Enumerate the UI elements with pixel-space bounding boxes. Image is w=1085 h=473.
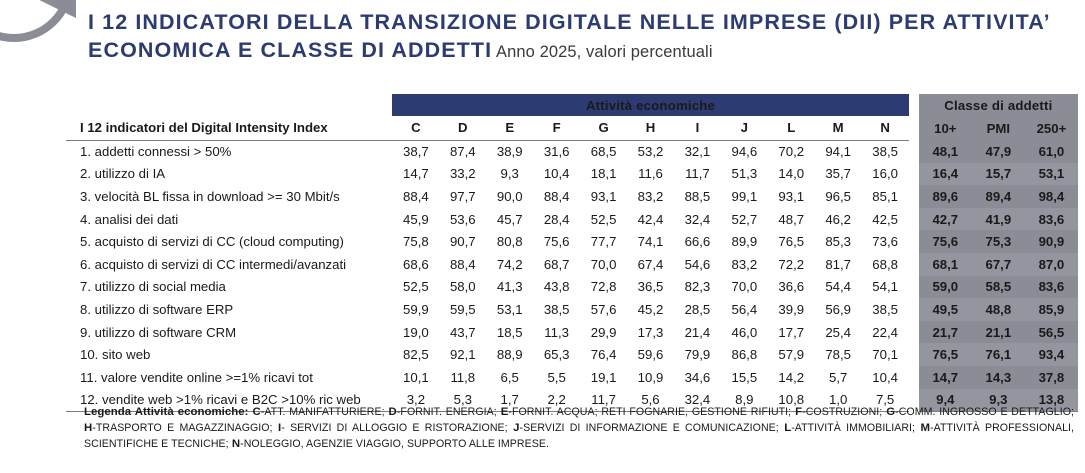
cell-gap (909, 140, 919, 163)
cell-activity-h: 45,2 (637, 301, 664, 317)
cell-activity-l: 93,1 (778, 188, 805, 204)
cell-activity-i: 79,9 (684, 347, 711, 363)
column-header-employees-pmi: PMI (972, 116, 1025, 140)
cell-activity-g: 70,0 (590, 256, 617, 272)
legend-title: Legenda Attività economiche: (84, 406, 249, 418)
cell-activity-m: 85,3 (825, 234, 852, 250)
dii-table-container (66, 94, 1078, 412)
cell-activity-n: 54,1 (872, 279, 898, 295)
legend-code: J (507, 422, 520, 435)
cell-activity-e: 88,9 (496, 347, 523, 363)
cell-activity-m: 1,0 (815, 389, 862, 412)
row-label: 8. utilizzo di software ERP (80, 301, 234, 317)
page-title (88, 8, 1068, 65)
cell-activity-f: 68,7 (543, 256, 570, 272)
cell-activity-d: 33,2 (449, 166, 476, 182)
cell-activity-h: 83,2 (637, 188, 664, 204)
cell-activity-g: 11,7 (580, 389, 627, 412)
column-header-activity-l: L (768, 116, 815, 140)
table-row (66, 230, 1078, 253)
cell-activity-h: 10,9 (637, 369, 664, 385)
cell-activity-c: 10,1 (403, 369, 429, 385)
cell-activity-f: 31,6 (543, 144, 570, 160)
column-header-activity-e: E (486, 116, 533, 140)
cell-activity-j: 94,6 (731, 144, 758, 160)
table-row (66, 208, 1078, 231)
cell-activity-l: 10,8 (768, 389, 815, 412)
cell-activity-h: 11,6 (638, 166, 663, 182)
cell-activity-n: 10,4 (872, 369, 898, 385)
cell-activity-i: 82,3 (684, 279, 711, 295)
cell-gap (909, 253, 919, 276)
cell-employees-pmi: 58,5 (972, 276, 1025, 299)
row-label: 5. acquisto di servizi di CC (cloud computing) (80, 234, 344, 250)
cell-activity-d: 5,3 (439, 389, 486, 412)
cell-activity-l: 76,5 (778, 234, 805, 250)
cell-activity-d: 90,7 (449, 234, 476, 250)
cell-gap (909, 321, 919, 344)
cell-activity-c: 68,6 (403, 256, 429, 272)
cell-activity-d: 92,1 (449, 347, 476, 363)
cell-activity-i: 21,4 (684, 324, 711, 340)
cell-activity-m: 96,5 (825, 188, 852, 204)
cell-activity-h: 17,3 (637, 324, 664, 340)
cell-activity-e: 6,5 (500, 369, 519, 385)
table-row (66, 185, 1078, 208)
column-header-gap (909, 116, 919, 140)
cell-activity-g: 93,1 (590, 188, 617, 204)
cell-activity-e: 53,1 (496, 301, 523, 317)
row-label: 2. utilizzo di IA (80, 166, 166, 182)
row-label: 3. velocità BL fissa in download >= 30 Mbit/s (80, 188, 340, 204)
column-header-activity-h: H (627, 116, 674, 140)
cell-activity-j: 46,0 (731, 324, 758, 340)
legend-text: -COSTRUZIONI; (802, 406, 883, 418)
cell-activity-c: 19,0 (403, 324, 429, 340)
cell-employees-250: 93,4 (1025, 343, 1078, 366)
cell-activity-c: 45,9 (403, 211, 429, 227)
column-header-activity-m: M (815, 116, 862, 140)
legend-text: -ATT. MANIFATTURIERE; (260, 406, 385, 418)
legend-text: -ATTIVITÀ PROFESSIONALI, SCIENTIFICHE E TECNICHE; (84, 422, 1074, 451)
cell-activity-f: 5,5 (547, 369, 566, 385)
row-label: 10. sito web (80, 347, 151, 363)
cell-activity-g: 72,8 (590, 279, 617, 295)
cell-activity-c: 88,4 (403, 188, 429, 204)
cell-activity-e: 74,2 (496, 256, 523, 272)
legend-text: -NOLEGGIO, AGENZIE VIAGGIO, SUPPORTO ALLE IMPRESE. (240, 438, 549, 451)
cell-activity-e: 90,0 (496, 188, 523, 204)
cell-activity-l: 39,9 (778, 301, 805, 317)
cell-activity-m: 5,7 (829, 369, 848, 385)
cell-activity-j: 56,4 (731, 301, 758, 317)
table-row (66, 163, 1078, 186)
group-header-activities: Attività economiche (392, 94, 908, 116)
table-row (66, 276, 1078, 299)
cell-activity-j: 52,7 (731, 211, 758, 227)
legend-code: M (915, 422, 931, 435)
legend-code: G (882, 406, 896, 418)
column-header-activity-j: J (721, 116, 768, 140)
row-label: 12. vendite web >1% ricavi e B2C >10% ric web (66, 389, 392, 412)
cell-employees-250: 56,5 (1025, 321, 1078, 344)
cell-activity-g: 76,4 (590, 347, 617, 363)
cell-activity-d: 97,7 (449, 188, 476, 204)
cell-employees-pmi: 15,7 (972, 163, 1025, 186)
cell-activity-h: 36,5 (637, 279, 664, 295)
cell-activity-m: 54,4 (825, 279, 852, 295)
row-label: 7. utilizzo di social media (80, 279, 226, 295)
cell-activity-f: 2,2 (533, 389, 580, 412)
cell-activity-i: 32,1 (684, 144, 711, 160)
row-label: 9. utilizzo di software CRM (80, 324, 237, 340)
cell-activity-e: 1,7 (486, 389, 533, 412)
cell-activity-l: 57,9 (778, 347, 805, 363)
cell-activity-e: 9,3 (500, 166, 519, 182)
legend-code: C (252, 406, 261, 418)
cell-activity-n: 22,4 (872, 324, 898, 340)
cell-activity-g: 77,7 (590, 234, 617, 250)
cell-activity-f: 75,6 (543, 234, 570, 250)
cell-activity-m: 56,9 (825, 301, 852, 317)
cell-gap (909, 298, 919, 321)
cell-gap (909, 230, 919, 253)
cell-activity-j: 15,5 (731, 369, 758, 385)
cell-employees-10: 14,7 (919, 366, 972, 389)
cell-activity-j: 51,3 (731, 166, 758, 182)
cell-employees-250: 90,9 (1025, 230, 1078, 253)
cell-activity-m: 94,1 (825, 144, 852, 160)
cell-activity-i: 88,5 (684, 188, 711, 204)
row-label: 1. addetti connessi > 50% (80, 144, 232, 160)
cell-activity-h: 53,2 (637, 144, 664, 160)
cell-activity-l: 14,0 (778, 166, 805, 182)
cell-employees-10: 59,0 (919, 276, 972, 299)
cell-employees-pmi: 48,8 (972, 298, 1025, 321)
cell-activity-l: 17,7 (778, 324, 805, 340)
cell-employees-250: 85,9 (1025, 298, 1078, 321)
group-header-spacer (66, 94, 392, 116)
cell-employees-10: 48,1 (919, 140, 972, 163)
table-group-header-row (66, 94, 1078, 116)
column-header-employees-10: 10+ (919, 116, 972, 140)
cell-activity-g: 29,9 (590, 324, 617, 340)
cell-employees-pmi: 9,3 (972, 389, 1025, 412)
cell-gap (909, 185, 919, 208)
row-label: 6. acquisto di servizi di CC intermedi/avanzati (80, 256, 347, 272)
column-header-employees-250: 250+ (1025, 116, 1078, 140)
table-row (66, 140, 1078, 163)
cell-activity-g: 68,5 (590, 144, 617, 160)
column-header-activity-g: G (580, 116, 627, 140)
legend-text: -TRASPORTO E MAGAZZINAGGIO; (92, 422, 273, 435)
cell-employees-10: 21,7 (919, 321, 972, 344)
dii-table (66, 94, 1078, 412)
cell-activity-n: 38,5 (872, 144, 898, 160)
cell-employees-10: 76,5 (919, 343, 972, 366)
cell-activity-l: 48,7 (778, 211, 805, 227)
legend-text: -COMM. INGROSSO E DETTAGLIO; (895, 406, 1075, 418)
cell-employees-10: 49,5 (919, 298, 972, 321)
legend-code: L (778, 422, 792, 435)
cell-activity-f: 10,4 (543, 166, 570, 182)
cell-activity-d: 53,6 (449, 211, 476, 227)
cell-activity-n: 68,8 (872, 256, 898, 272)
cell-employees-10: 16,4 (919, 163, 972, 186)
cell-activity-l: 70,2 (778, 144, 805, 160)
cell-employees-10: 68,1 (919, 253, 972, 276)
cell-employees-250: 87,0 (1025, 253, 1078, 276)
cell-activity-j: 83,2 (731, 256, 758, 272)
cell-gap (909, 276, 919, 299)
cell-employees-250: 83,6 (1025, 208, 1078, 231)
cell-activity-e: 45,7 (496, 211, 523, 227)
table-row (66, 253, 1078, 276)
group-header-gap (909, 94, 919, 116)
cell-activity-g: 52,5 (590, 211, 617, 227)
cell-activity-e: 38,9 (496, 144, 523, 160)
cell-activity-i: 32,4 (684, 211, 711, 227)
table-row (66, 343, 1078, 366)
cell-employees-250: 83,6 (1025, 276, 1078, 299)
legend-code: E (496, 406, 509, 418)
cell-activity-n: 16,0 (872, 166, 898, 182)
cell-activity-g: 57,6 (590, 301, 617, 317)
legend-text: -SERVIZI DI INFORMAZIONE E COMUNICAZIONE; (519, 422, 779, 435)
cell-activity-d: 43,7 (449, 324, 476, 340)
cell-activity-i: 54,6 (684, 256, 711, 272)
cell-activity-f: 88,4 (543, 188, 570, 204)
cell-employees-10: 9,4 (919, 389, 972, 412)
cell-employees-250: 53,1 (1025, 163, 1078, 186)
legend-text: - SERVIZI DI ALLOGGIO E RISTORAZIONE; (281, 422, 508, 435)
cell-employees-pmi: 76,1 (972, 343, 1025, 366)
cell-activity-j: 86,8 (731, 347, 758, 363)
cell-employees-pmi: 75,3 (972, 230, 1025, 253)
cell-activity-i: 11,7 (685, 166, 710, 182)
cell-activity-m: 35,7 (825, 166, 852, 182)
row-label: 11. valore vendite online >=1% ricavi tot (80, 369, 313, 385)
table-row (66, 321, 1078, 344)
cell-activity-n: 70,1 (872, 347, 898, 363)
cell-activity-d: 58,0 (449, 279, 476, 295)
cell-activity-n: 42,5 (872, 211, 898, 227)
cell-employees-pmi: 89,4 (972, 185, 1025, 208)
legend-code: N (228, 438, 241, 451)
cell-activity-f: 65,3 (543, 347, 570, 363)
cell-activity-e: 18,5 (496, 324, 523, 340)
cell-activity-e: 41,3 (496, 279, 523, 295)
cell-employees-pmi: 67,7 (972, 253, 1025, 276)
cell-activity-j: 70,0 (731, 279, 758, 295)
legend-text: -FORNIT. ENERGIA; (396, 406, 497, 418)
cell-activity-i: 34,6 (684, 369, 711, 385)
cell-employees-pmi: 21,1 (972, 321, 1025, 344)
table-row (66, 298, 1078, 321)
cell-activity-f: 43,8 (543, 279, 570, 295)
cell-activity-i: 66,6 (684, 234, 711, 250)
cell-gap (909, 343, 919, 366)
cell-activity-d: 59,5 (449, 301, 476, 317)
cell-activity-h: 42,4 (637, 211, 664, 227)
cell-activity-d: 11,8 (450, 369, 476, 385)
table-column-header-row (66, 116, 1078, 140)
cell-employees-250: 98,4 (1025, 185, 1078, 208)
cell-employees-250: 13,8 (1025, 389, 1078, 412)
cell-employees-10: 42,7 (919, 208, 972, 231)
column-header-activity-n: N (862, 116, 909, 140)
legend-text: -FORNIT. ACQUA; RETI FOGNARIE, GESTIONE RIFIUTI; (508, 406, 792, 418)
cell-activity-f: 11,3 (544, 324, 569, 340)
legend-code: D (384, 406, 397, 418)
cell-activity-n: 7,5 (862, 389, 909, 412)
group-header-employees: Classe di addetti (919, 94, 1078, 116)
cell-activity-j: 99,1 (731, 188, 758, 204)
table-row (66, 366, 1078, 389)
cell-activity-i: 32,4 (674, 389, 721, 412)
cell-employees-pmi: 47,9 (972, 140, 1025, 163)
cell-employees-10: 89,6 (919, 185, 972, 208)
legend-text: -ATTIVITÀ IMMOBILIARI; (791, 422, 916, 435)
page-title-subtitle: Anno 2025, valori percentuali (492, 43, 713, 62)
cell-gap (909, 366, 919, 389)
cell-employees-250: 37,8 (1025, 366, 1078, 389)
cell-activity-l: 36,6 (778, 279, 805, 295)
cell-activity-f: 28,4 (543, 211, 570, 227)
cell-activity-n: 85,1 (872, 188, 898, 204)
cell-activity-n: 38,5 (872, 301, 898, 317)
cell-activity-g: 19,1 (590, 369, 617, 385)
column-header-indicator: I 12 indicatori del Digital Intensity Index (66, 116, 392, 140)
cell-activity-m: 46,2 (825, 211, 852, 227)
page-title-main: I 12 INDICATORI DELLA TRANSIZIONE DIGITALE NELLE IMPRESE (DII) PER ATTIVITA’ ECONOMICA E CLASSE DI ADDETTI (88, 10, 1050, 63)
cell-activity-j: 8,9 (721, 389, 768, 412)
cell-activity-c: 14,7 (403, 166, 429, 182)
cell-activity-l: 14,2 (778, 369, 805, 385)
cell-gap (909, 163, 919, 186)
cell-activity-c: 3,2 (392, 389, 439, 412)
cell-activity-c: 59,9 (403, 301, 429, 317)
cell-activity-m: 81,7 (825, 256, 852, 272)
cell-activity-j: 89,9 (731, 234, 758, 250)
legend-code: I (272, 422, 282, 435)
cell-activity-h: 59,6 (637, 347, 664, 363)
cell-activity-c: 38,7 (403, 144, 429, 160)
cell-activity-h: 67,4 (637, 256, 664, 272)
cell-gap (909, 208, 919, 231)
legend-code: F (791, 406, 803, 418)
column-header-activity-f: F (533, 116, 580, 140)
row-label: 4. analisi dei dati (80, 211, 179, 227)
cell-activity-c: 75,8 (403, 234, 429, 250)
cell-activity-f: 38,5 (543, 301, 570, 317)
cell-activity-h: 74,1 (637, 234, 664, 250)
cell-activity-g: 18,1 (590, 166, 617, 182)
column-header-activity-d: D (439, 116, 486, 140)
legend-code: H (84, 422, 93, 435)
cell-activity-m: 25,4 (825, 324, 852, 340)
column-header-activity-i: I (674, 116, 721, 140)
cell-activity-d: 88,4 (449, 256, 476, 272)
cell-employees-10: 75,6 (919, 230, 972, 253)
cell-activity-h: 5,6 (627, 389, 674, 412)
cell-activity-i: 28,5 (684, 301, 711, 317)
cell-activity-m: 78,5 (825, 347, 852, 363)
cell-employees-pmi: 41,9 (972, 208, 1025, 231)
legend (84, 404, 1074, 453)
column-header-activity-c: C (392, 116, 439, 140)
cell-activity-c: 52,5 (403, 279, 429, 295)
cell-activity-e: 80,8 (496, 234, 523, 250)
cell-activity-l: 72,2 (778, 256, 805, 272)
cell-employees-pmi: 14,3 (972, 366, 1025, 389)
cell-activity-n: 73,6 (872, 234, 898, 250)
cell-employees-250: 61,0 (1025, 140, 1078, 163)
cell-activity-d: 87,4 (449, 144, 476, 160)
cell-activity-c: 82,5 (403, 347, 429, 363)
